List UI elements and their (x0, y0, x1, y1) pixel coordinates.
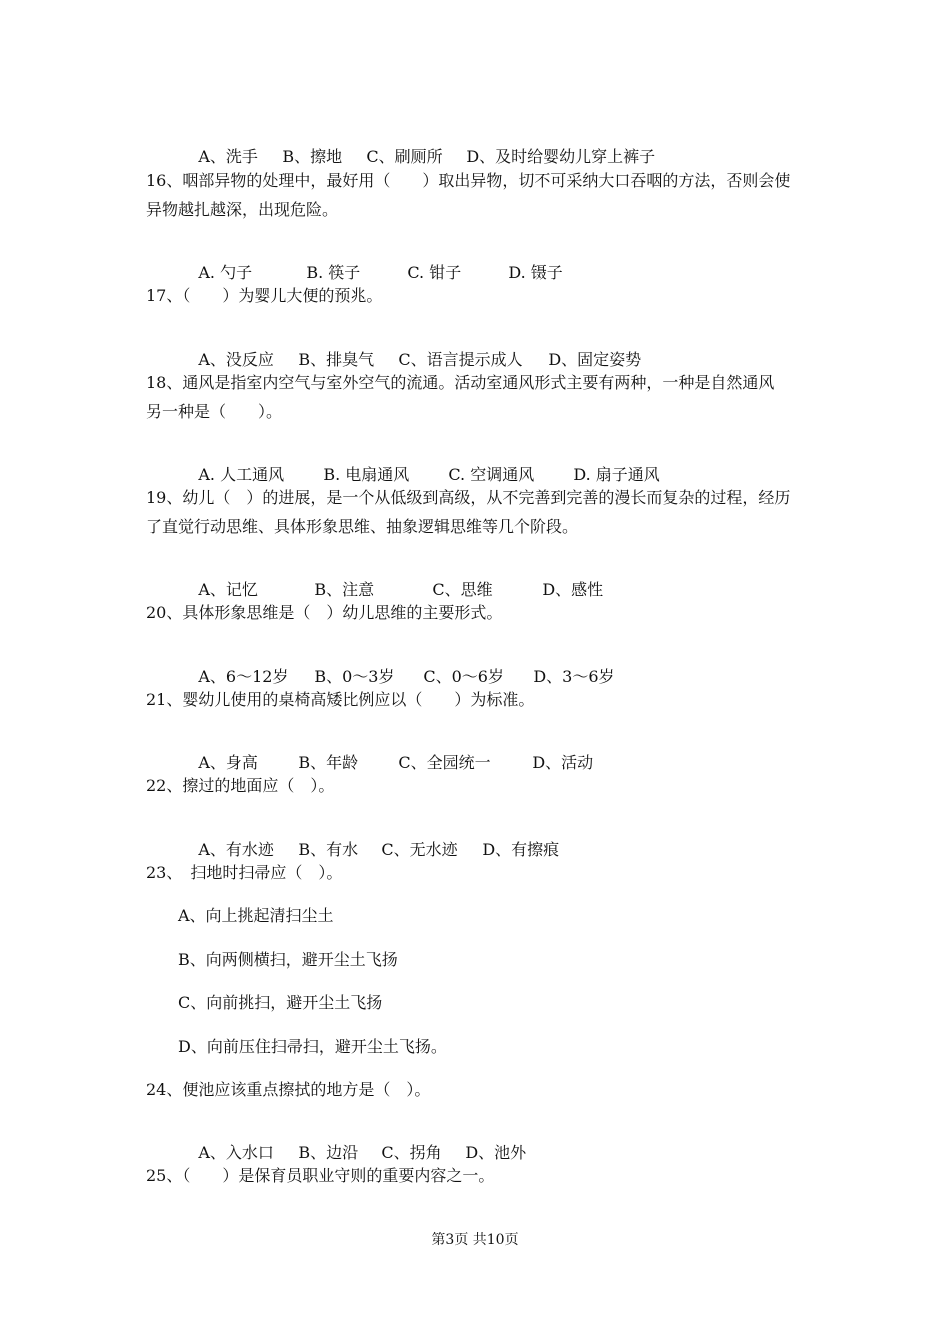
q18-option-b: B. 电扇通风 (323, 465, 410, 484)
q20-option-a: A、6～12岁 (198, 667, 289, 686)
q19-option-d: D、感性 (542, 580, 604, 599)
q24-option-d: D、池外 (465, 1143, 527, 1162)
q20-line1: 20、具体形象思维是（ ）幼儿思维的主要形式。 (146, 603, 503, 622)
q18-option-c: C. 空调通风 (448, 465, 535, 484)
q19-option-a: A、记忆 (198, 580, 258, 599)
q24-option-c: C、拐角 (381, 1143, 442, 1162)
q21-option-a: A、身高 (198, 753, 258, 772)
q17-option-a: A、没反应 (198, 350, 274, 369)
q23-option-d: D、向前压住扫帚扫，避开尘土飞扬。 (178, 1037, 447, 1056)
q17-option-c: C、语言提示成人 (398, 350, 523, 369)
q22-option-b: B、有水 (298, 840, 359, 859)
q18-line1: 18、通风是指室内空气与室外空气的流通。活动室通风形式主要有两种，一种是自然通风 (146, 373, 775, 392)
q21-option-c: C、全园统一 (398, 753, 491, 772)
q23-option-a: A、向上挑起清扫尘土 (178, 906, 334, 925)
q18-option-a: A. 人工通风 (198, 465, 285, 484)
q15-option-a: A、洗手 (198, 147, 258, 166)
q20-option-c: C、0～6岁 (423, 667, 504, 686)
q15-option-d: D、及时给婴幼儿穿上裤子 (466, 147, 656, 166)
q16-option-a: A. 勺子 (198, 263, 253, 282)
q16-option-c: C. 钳子 (407, 263, 462, 282)
q20-option-d: D、3～6岁 (533, 667, 615, 686)
q22-option-d: D、有擦痕 (482, 840, 560, 859)
q19-line1: 19、幼儿（ ）的进展，是一个从低级到高级，从不完善到完善的漫长而复杂的过程，经历 (146, 488, 791, 507)
q16-option-b: B. 筷子 (306, 263, 361, 282)
q24-option-a: A、入水口 (198, 1143, 274, 1162)
q15-option-b: B、擦地 (282, 147, 343, 166)
q22-option-a: A、有水迹 (198, 840, 274, 859)
q16-line1: 16、咽部异物的处理中，最好用（ ）取出异物，切不可采纳大口吞咽的方法，否则会使 (146, 171, 791, 190)
q18-option-d: D. 扇子通风 (573, 465, 660, 484)
q16-line2: 异物越扎越深，出现危险。 (146, 200, 339, 219)
q23-option-c: C、向前挑扫，避开尘土飞扬 (178, 993, 383, 1012)
q21-line1: 21、婴幼儿使用的桌椅高矮比例应以（ ）为标准。 (146, 690, 535, 709)
q22-option-c: C、无水迹 (381, 840, 458, 859)
q20-option-b: B、0～3岁 (314, 667, 395, 686)
q21-option-d: D、活动 (532, 753, 594, 772)
q23-line1: 23、 扫地时扫帚应（ ）。 (146, 863, 343, 882)
q17-option-d: D、固定姿势 (548, 350, 642, 369)
q18-line2: 另一种是（ ）。 (146, 402, 283, 421)
page-footer: 第3页 共10页 (431, 1232, 519, 1248)
q16-option-d: D. 镊子 (508, 263, 563, 282)
q25-line1: 25、（ ）是保育员职业守则的重要内容之一。 (146, 1166, 495, 1185)
q22-line1: 22、擦过的地面应（ ）。 (146, 776, 335, 795)
q19-option-b: B、注意 (314, 580, 375, 599)
q19-option-c: C、思维 (432, 580, 493, 599)
q19-line2: 了直觉行动思维、具体形象思维、抽象逻辑思维等几个阶段。 (146, 517, 579, 536)
q15-option-c: C、刷厕所 (366, 147, 443, 166)
q21-option-b: B、年龄 (298, 753, 359, 772)
q23-option-b: B、向两侧横扫，避开尘土飞扬 (178, 950, 398, 969)
q24-line1: 24、便池应该重点擦拭的地方是（ ）。 (146, 1080, 431, 1099)
q24-option-b: B、边沿 (298, 1143, 359, 1162)
q17-option-b: B、排臭气 (298, 350, 375, 369)
q17-line1: 17、（ ）为婴儿大便的预兆。 (146, 286, 383, 305)
